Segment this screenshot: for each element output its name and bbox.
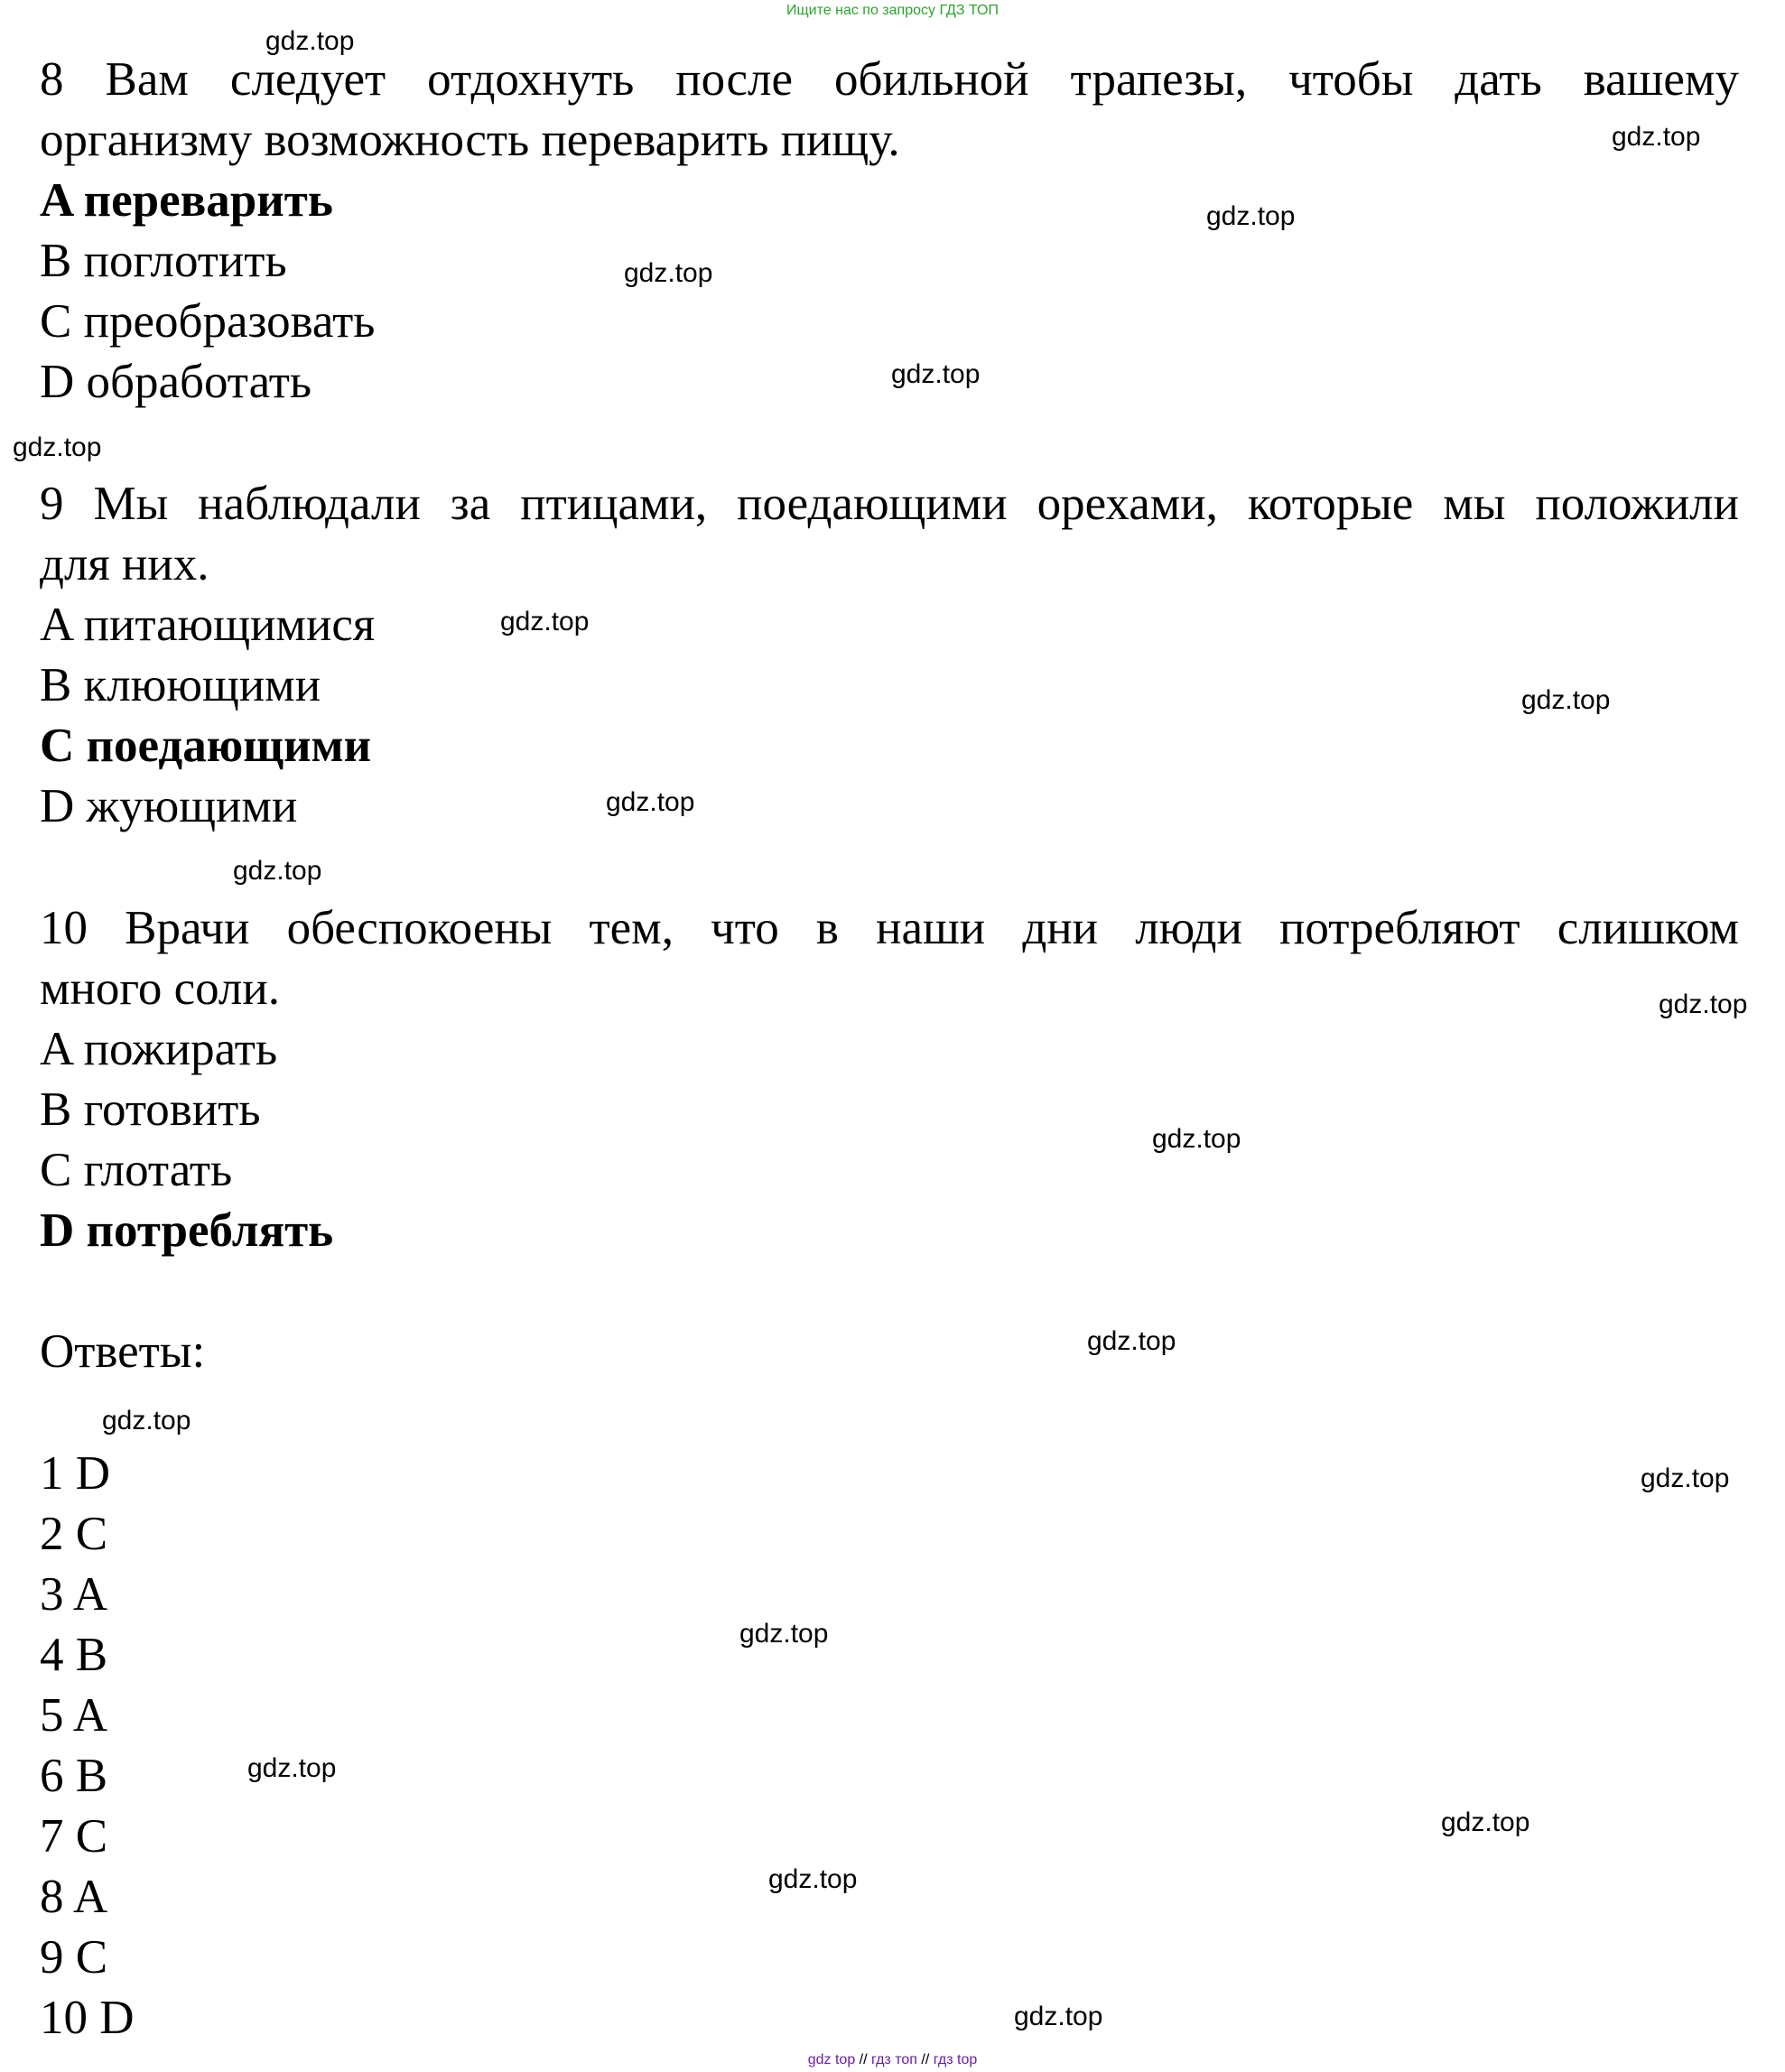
watermark: gdz.top — [1206, 201, 1296, 231]
question-8-option-d: D обработать — [40, 356, 312, 408]
footer-separator: // — [859, 2052, 868, 2067]
answer-7: 7 C — [40, 1810, 108, 1863]
watermark: gdz.top — [891, 359, 981, 389]
question-9-text-line-2: для них. — [40, 538, 209, 590]
footer-link-gdz-top-mixed[interactable]: гдз top — [933, 2052, 978, 2067]
search-banner: Ищите нас по запросу ГДЗ ТОП — [786, 3, 999, 18]
answer-9: 9 C — [40, 1931, 108, 1984]
watermark: gdz.top — [500, 607, 590, 636]
question-8-option-b: B поглотить — [40, 235, 287, 287]
question-10-option-a: A пожирать — [40, 1023, 278, 1075]
footer-links — [0, 2051, 1785, 2069]
footer-link-gdz-top-ru[interactable]: гдз топ — [871, 2052, 917, 2067]
answer-2: 2 C — [40, 1508, 108, 1560]
question-8-option-a: A переварить — [40, 174, 333, 227]
answer-6: 6 B — [40, 1750, 108, 1802]
answers-heading: Ответы: — [40, 1325, 206, 1378]
answer-8: 8 A — [40, 1871, 108, 1923]
question-10-text-line-2: много соли. — [40, 962, 280, 1015]
question-9-option-a: A питающимися — [40, 599, 376, 651]
answer-3: 3 A — [40, 1568, 108, 1621]
question-8-text-line-2: организму возможность переварить пищу. — [40, 114, 900, 166]
watermark: gdz.top — [1087, 1326, 1176, 1356]
answer-1: 1 D — [40, 1447, 111, 1500]
watermark: gdz.top — [1441, 1807, 1530, 1837]
question-10-option-b: B готовить — [40, 1083, 261, 1136]
watermark: gdz.top — [13, 432, 102, 462]
watermark: gdz.top — [1014, 2002, 1103, 2031]
question-10-option-c: C глотать — [40, 1144, 233, 1196]
question-9-text-line-1: 9 Мы наблюдали за птицами, поедающими орехами, которые мы положили — [40, 478, 1739, 530]
question-9-option-b: B клюющими — [40, 659, 321, 711]
question-8-option-c: C преобразовать — [40, 295, 376, 348]
watermark: gdz.top — [1641, 1463, 1730, 1493]
watermark: gdz.top — [233, 856, 322, 886]
watermark: gdz.top — [768, 1864, 858, 1894]
question-9-option-d: D жующими — [40, 780, 298, 832]
answer-10: 10 D — [40, 1992, 135, 2044]
answer-4: 4 B — [40, 1629, 108, 1681]
watermark: gdz.top — [265, 26, 355, 56]
watermark: gdz.top — [247, 1753, 337, 1783]
footer-link-gdz-top[interactable]: gdz top — [807, 2052, 856, 2067]
watermark: gdz.top — [102, 1406, 191, 1436]
watermark: gdz.top — [1612, 122, 1701, 152]
answer-5: 5 A — [40, 1689, 108, 1742]
watermark: gdz.top — [624, 258, 713, 288]
question-10-text-line-1: 10 Врачи обеспокоены тем, что в наши дни люди потребляют слишком — [40, 902, 1739, 954]
question-8-text-line-1: 8 Вам следует отдохнуть после обильной трапезы, чтобы дать вашему — [40, 53, 1739, 106]
footer-separator: // — [921, 2052, 930, 2067]
watermark: gdz.top — [1152, 1124, 1241, 1154]
question-9-option-c: C поедающими — [40, 720, 372, 772]
watermark: gdz.top — [1659, 990, 1748, 1019]
watermark: gdz.top — [606, 787, 695, 817]
question-10-option-d: D потреблять — [40, 1204, 334, 1257]
watermark: gdz.top — [1521, 685, 1611, 715]
watermark: gdz.top — [739, 1619, 829, 1649]
